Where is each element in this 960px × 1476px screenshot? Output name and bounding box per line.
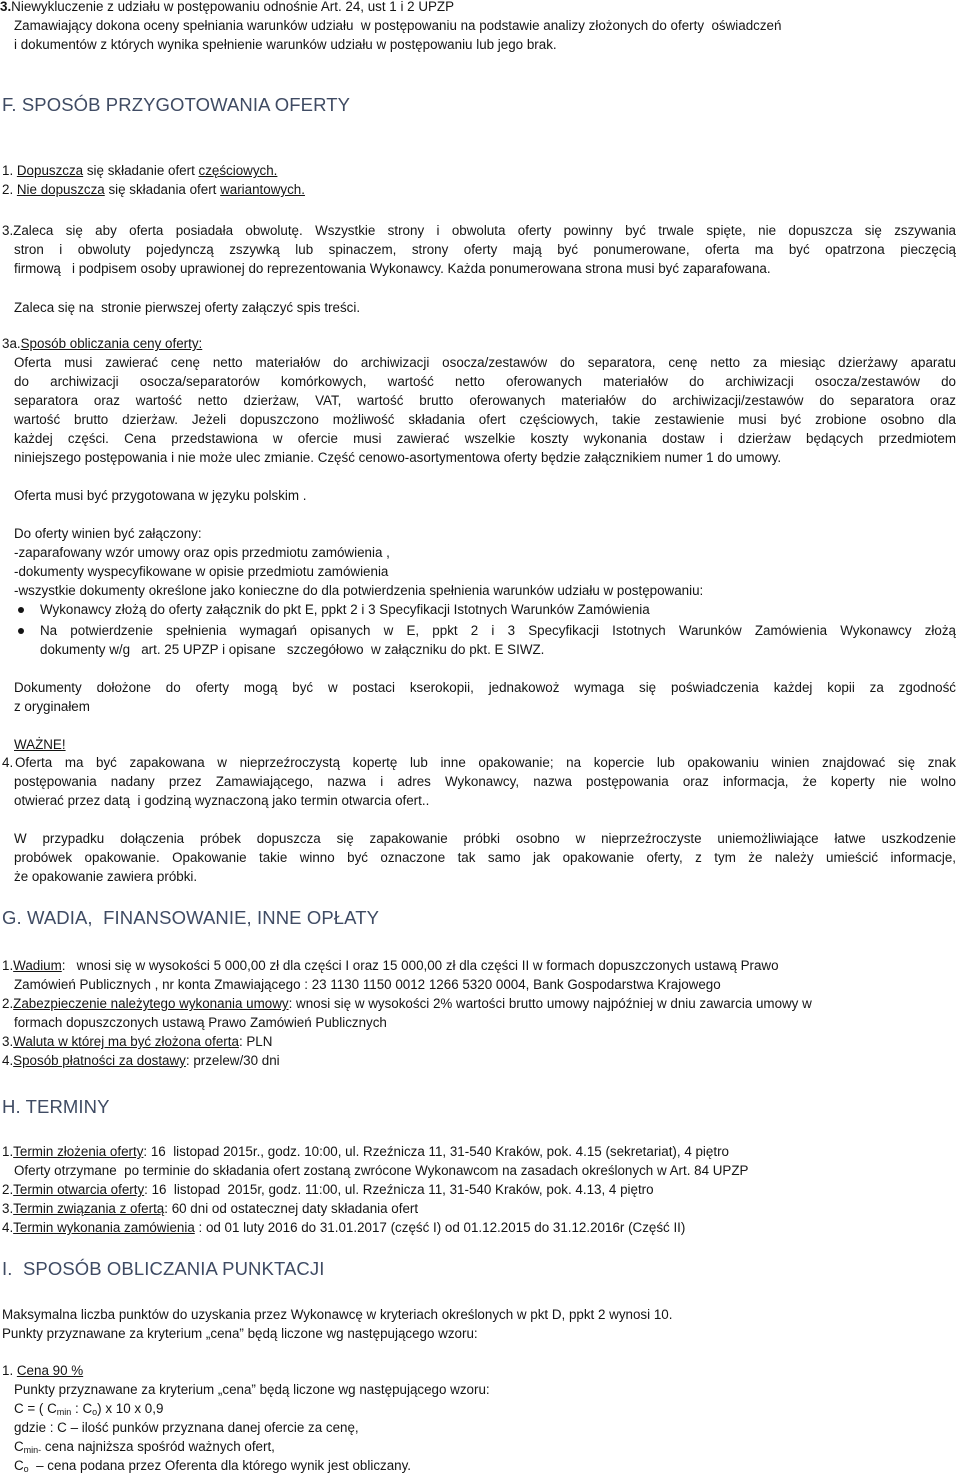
f-3a-line-1: Oferta musi zawierać cenę netto materiałów do archiwizacji osocza/zestawów do separatora, cenę netto za miesiąc dzierżawy aparatu: [14, 355, 956, 370]
i-where: gdzie : C – ilość punków przyznana danej ofercie za cenę,: [14, 1420, 359, 1435]
i-co: $C_o$ – cena podana przez Oferenta dla którego wynik jest obliczany.: [14, 1458, 412, 1474]
i-line-1: Maksymalna liczba punktów do uzyskania przez Wykonawcę w kryteriach określonych w pkt D, ppkt 2 wynosi 10.: [2, 1307, 673, 1322]
h-term-3-label: Termin związania z ofertą: [13, 1201, 165, 1216]
f-attach-3: -wszystkie dokumenty określone jako konieczne do dla potwierdzenia spełnienia warunków udziału w postępowaniu:: [14, 583, 704, 598]
g-item-2: 2.Zabezpieczenie należytego wykonania umowy: wnosi się w wysokości 2% wartości brutto umowy najpóźniej w dniu zawarcia umowy w: [2, 996, 812, 1011]
g-item-3-label: Waluta w której ma być złożona oferta: [13, 1034, 239, 1049]
f-point-4-line-1: Oferta ma być zapakowana w nieprzeźroczystą kopertę lub inne opakowanie; na kopercie lub opakowaniu winien znajdować się znak: [15, 755, 956, 770]
f-point-3-line-1: 3.Zaleca się aby oferta posiadała obwolutę. Wszystkie strony i obwoluta oferty powinny być trwale spięte, nie dopuszcza się zszywania: [2, 223, 956, 238]
f-point-2-wariantowych: wariantowych.: [220, 182, 305, 197]
section-i-heading: I. SPOSÓB OBLICZANIA PUNKTACJI: [2, 1258, 325, 1279]
s3-title-text: Niewykluczenie z udziału w postępowaniu odnośnie Art. 24, ust 1 i 2 UPZP: [11, 0, 455, 14]
f-point-4-line-2: postępowania nadany przez Zamawiającego, nazwa i adres Wykonawcy, nazwa postępowania oraz informacja, że koperty nie wolno: [14, 774, 956, 789]
f-sample-line-1: W przypadku dołączenia próbek dopuszcza się zapakowanie próbki osobno w nieprzeźroczyste uniemożliwiające łatwe uszkodzenie: [14, 831, 956, 846]
f-bullet-1: Wykonawcy złożą do oferty załącznik do pkt E, ppkt 2 i 3 Specyfikacji Istotnych Warunków Zamówienia: [40, 602, 650, 617]
section-g-heading: G. WADIA, FINANSOWANIE, INNE OPŁATY: [2, 907, 380, 928]
i-criterion-1: 1. Cena 90 %: [2, 1363, 84, 1378]
h-term-3: 3.Termin związania z ofertą: 60 dni od ostatecznej daty składania ofert: [2, 1201, 419, 1216]
g-item-2-label: Zabezpieczenie należytego wykonania umowy: [13, 996, 289, 1011]
f-3a-line-3: separatora oraz wartość netto dzierżaw, VAT, wartość brutto oferowanych materiałów do archiwizacji/zestawów do separatora oraz: [14, 393, 956, 408]
f-3a-line-2: do archiwizacji osocza/separatorów komórkowych, wartość netto oferowanych materiałów do archiwizacji osocza/zestawów do: [14, 374, 956, 389]
f-point-1-czesciowych: częściowych.: [198, 163, 278, 178]
f-bullet-2-line-1: Na potwierdzenie spełnienia wymagań opisanych w E, ppkt 2 i 3 Specyfikacji Istotnych Warunków Zamówienia Wykonawcy złożą: [40, 623, 956, 638]
s3-line-3: i dokumentów z których wynika spełnienie warunków udziału w postępowaniu lub jego brak.: [14, 37, 557, 52]
f-point-3-line-3: firmową i podpisem osoby uprawionej do reprezentowania Wykonawcy. Każda ponumerowana strona musi być zaparafowana.: [14, 261, 771, 276]
f-bullet-2-line-2: dokumenty w/g art. 25 UPZP i opisane szczegółowo w załączniku do pkt. E SIWZ.: [40, 642, 545, 657]
f-copies-line-1: Dokumenty dołożone do oferty mogą być w postaci kserokopii, jednakowoż wymaga się poświadczenia każdej kopii za zgodność: [14, 680, 956, 695]
bullet-dot-1: [18, 607, 24, 613]
bullet-dot-2: [18, 628, 24, 634]
g-item-2-text: : wnosi się w wysokości 2% wartości brutto umowy najpóźniej w dniu zawarcia umowy w: [288, 996, 812, 1011]
f-attach-2: -dokumenty wyspecyfikowane w opisie przedmiotu zamówienia: [14, 564, 389, 579]
section-f-heading: F. SPOSÓB PRZYGOTOWANIA OFERTY: [2, 94, 351, 115]
f-point-3-line-2: stron i obwoluty pojedynczą zszywką lub spinaczem, strony oferty mają być ponumerowane, oferta ma być opatrzona pieczęcią: [14, 242, 956, 257]
f-point-3a-title-text: Sposób obliczania ceny oferty:: [20, 336, 203, 351]
s3-title: [0, 0, 454, 16]
g-item-4: 4.Sposób płatności za dostawy: przelew/30 dni: [2, 1053, 280, 1068]
f-point-4-num: 4.: [2, 755, 14, 770]
h-term-1-line-2: Oferty otrzymane po terminie do składania ofert zostaną zwrócone Wykonawcom na zasadach określonych w Art. 84 UPZP: [14, 1163, 749, 1178]
h-term-2: 2.Termin otwarcia oferty: 16 listopad 2015r, godz. 11:00, ul. Rzeźnicza 11, 31-540 Kraków, pok. 4.13, 4 piętro: [2, 1182, 654, 1197]
i-formula: C = ( $C_{min}$ : $C_o$) x 10 x 0,9: [14, 1401, 164, 1417]
f-point-3a-title: 3a.Sposób obliczania ceny oferty:: [2, 336, 203, 351]
f-important: WAŻNE!: [14, 737, 66, 752]
f-3a-line-5: każdej części. Cena przedstawiona w ofercie musi zawierać wszelkie koszty wykonania dostaw i dzierżaw będących przedmiotem: [14, 431, 956, 446]
g-item-1-line-2: Zamówień Publicznych , nr konta Zmawiającego : 23 1130 1150 0012 1266 5320 0004, Bank Gospodarstwa Krajowego: [14, 977, 721, 992]
f-3a-line-4: wartość brutto dzierżaw. Jeżeli dopuszczono możliwość składania ofert częściowych, takie zestawienie musi być zrobione osobno dla: [14, 412, 956, 427]
i-line-2: Punkty przyznawane za kryterium „cena” będą liczone wg następującego wzoru:: [2, 1326, 478, 1341]
g-item-4-label: Sposób płatności za dostawy: [13, 1053, 186, 1068]
h-term-2-label: Termin otwarcia oferty: [13, 1182, 145, 1197]
g-item-1-text: : wnosi się w wysokości 5 000,00 zł dla części I oraz 15 000,00 zł dla części II w formach dopuszczonych ustawą Prawo: [61, 958, 779, 973]
h-term-4-label: Termin wykonania zamówienia: [13, 1220, 195, 1235]
f-point-4-line-3: otwierać przez datą i godziną wyznaczoną jako termin otwarcia ofert..: [14, 793, 430, 808]
f-language: Oferta musi być przygotowana w języku polskim .: [14, 488, 307, 503]
f-sample-line-2: probówek opakowanie. Opakowanie takie winno być oznaczone tak samo jak opakowanie oferty, z tym że należy umieścić informacje,: [14, 850, 956, 865]
f-copies-line-2: z oryginałem: [14, 699, 90, 714]
h-term-4: 4.Termin wykonania zamówienia : od 01 luty 2016 do 31.01.2017 (część I) od 01.12.2015 do 31.12.2016r (Część II): [2, 1220, 686, 1235]
i-cmin: $C_{min-}$ cena najniższa spośród ważnych ofert,: [14, 1439, 275, 1455]
f-attach-1: -zaparafowany wzór umowy oraz opis przedmiotu zamówienia ,: [14, 545, 390, 560]
f-point-1: 1. Dopuszcza się składanie ofert częściowych.: [2, 163, 278, 178]
s3-num: 3.: [0, 0, 12, 14]
h-term-1: 1.Termin złożenia oferty: 16 listopad 2015r., godz. 10:00, ul. Rzeźnicza 11, 31-540 Kraków, pok. 4.15 (sekretariat), 4 piętro: [2, 1144, 729, 1159]
section-h-heading: H. TERMINY: [2, 1096, 110, 1117]
f-point-2-nie-dopuszcza: Nie dopuszcza: [16, 182, 105, 197]
g-item-3: 3.Waluta w której ma być złożona oferta: PLN: [2, 1034, 273, 1049]
g-item-1-label: Wadium: [13, 958, 62, 973]
f-point-1-dopuszcza: Dopuszcza: [16, 163, 84, 178]
s3-line-2: Zamawiający dokona oceny spełniania warunków udziału w postępowaniu na podstawie analizy złożonych do oferty oświadczeń: [14, 18, 782, 33]
g-item-1: 1.Wadium: wnosi się w wysokości 5 000,00 zł dla części I oraz 15 000,00 zł dla części II w formach dopuszczonych ustawą Prawo: [2, 958, 779, 973]
i-criterion-1-line-1: Punkty przyznawane za kryterium „cena” będą liczone wg następującego wzoru:: [14, 1382, 490, 1397]
f-3a-line-6: niniejszego postępowania i nie może ulec zmianie. Część cenowo-asortymentowa oferty będzie załącznikiem numer 1 do umowy.: [14, 450, 782, 465]
i-criterion-1-label: Cena 90 %: [16, 1363, 84, 1378]
f-attach-title: Do oferty winien być załączony:: [14, 526, 202, 541]
g-item-2-line-2: formach dopuszczonych ustawą Prawo Zamówień Publicznych: [14, 1015, 387, 1030]
f-point-3-line-4: Zaleca się na stronie pierwszej oferty załączyć spis treści.: [14, 300, 361, 315]
h-term-1-label: Termin złożenia oferty: [13, 1144, 144, 1159]
f-point-2: 2. Nie dopuszcza się składania ofert wariantowych.: [2, 182, 305, 197]
f-sample-line-3: że opakowanie zawiera próbki.: [14, 869, 198, 884]
